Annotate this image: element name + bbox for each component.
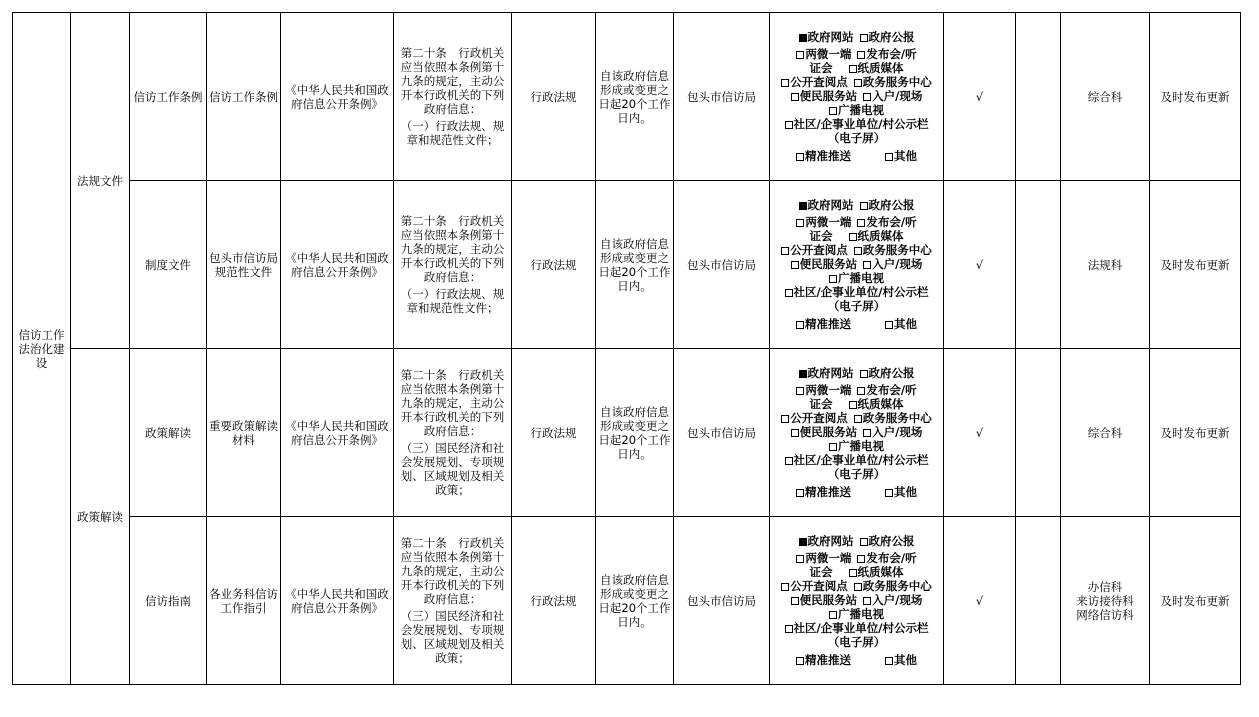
channel-other: 其他 xyxy=(894,485,917,499)
basis-item-text: （三）国民经济和社会发展规划、专项规划、区域规划及相关政策； xyxy=(400,441,505,497)
checkbox-icon xyxy=(796,555,804,563)
category-level3-cell: 政策解读 xyxy=(130,349,207,517)
checkbox-icon xyxy=(799,538,807,546)
dept-name: 综合科 xyxy=(1087,425,1123,440)
time-limit-cell: 自该政府信息形成或变更之日起20个工作日内。 xyxy=(596,517,674,685)
category-level3-cell: 信访指南 xyxy=(130,517,207,685)
channel-press-cont: 证会 xyxy=(809,397,833,411)
channels-cell xyxy=(770,349,944,517)
checkbox-icon xyxy=(785,289,793,297)
update-cell: 及时发布更新 xyxy=(1150,517,1241,685)
checkbox-icon xyxy=(829,275,837,283)
channel-press: 发布会/听 xyxy=(866,383,917,397)
checkbox-icon xyxy=(854,79,862,87)
part-public-cell xyxy=(1016,349,1061,517)
checkbox-icon xyxy=(829,611,837,619)
checkbox-icon xyxy=(796,387,804,395)
subject-cell: 行政法规 xyxy=(512,181,596,349)
all-public-check: √ xyxy=(944,181,1016,349)
channel-two-one: 两微一端 xyxy=(805,551,852,565)
checkbox-icon xyxy=(796,489,804,497)
channel-push: 精准推送 xyxy=(805,149,851,163)
channel-print: 纸质媒体 xyxy=(857,229,904,243)
disclosure-table xyxy=(12,12,1241,685)
checkbox-icon xyxy=(796,51,804,59)
basis-law-cell: 《中华人民共和国政府信息公开条例》 xyxy=(281,181,394,349)
basis-article-cell xyxy=(394,13,512,181)
checkbox-icon xyxy=(781,415,789,423)
content-cell: 各业务科信访工作指引 xyxy=(207,517,281,685)
channel-door: 入户/现场 xyxy=(872,425,923,439)
dept-name: 办信科 xyxy=(1087,579,1123,594)
checkbox-icon xyxy=(863,597,871,605)
dept-cell xyxy=(1061,13,1150,181)
channel-convenience: 便民服务站 xyxy=(799,593,858,607)
basis-law-cell: 《中华人民共和国政府信息公开条例》 xyxy=(281,349,394,517)
channel-convenience: 便民服务站 xyxy=(799,89,858,103)
channel-door: 入户/现场 xyxy=(872,89,923,103)
channel-press: 发布会/听 xyxy=(866,551,917,565)
channel-board: 社区/企事业单位/村公示栏 xyxy=(793,285,929,299)
checkbox-icon xyxy=(857,219,865,227)
time-limit-cell: 自该政府信息形成或变更之日起20个工作日内。 xyxy=(596,13,674,181)
channel-push: 精准推送 xyxy=(805,485,851,499)
all-public-check: √ xyxy=(944,517,1016,685)
basis-article-text: 第二十条 行政机关应当依照本条例第十九条的规定，主动公开本行政机关的下列政府信息： xyxy=(400,368,505,438)
org-cell: 包头市信访局 xyxy=(674,349,770,517)
channel-other: 其他 xyxy=(894,149,917,163)
channel-press: 发布会/听 xyxy=(866,215,917,229)
channel-service: 政务服务中心 xyxy=(862,579,932,593)
checkbox-icon xyxy=(791,93,799,101)
channel-board: 社区/企事业单位/村公示栏 xyxy=(793,117,929,131)
checkbox-icon xyxy=(791,597,799,605)
channel-press: 发布会/听 xyxy=(866,47,917,61)
channel-gov-site: 政府网站 xyxy=(807,366,854,380)
checkbox-icon xyxy=(860,202,868,210)
channel-press-cont: 证会 xyxy=(809,229,833,243)
channel-board-cont: （电子屏） xyxy=(827,131,886,145)
channel-convenience: 便民服务站 xyxy=(799,257,858,271)
checkbox-icon xyxy=(860,370,868,378)
checkbox-icon xyxy=(785,121,793,129)
channel-print: 纸质媒体 xyxy=(857,565,904,579)
checkbox-icon xyxy=(799,34,807,42)
content-cell: 信访工作条例 xyxy=(207,13,281,181)
checkbox-icon xyxy=(860,538,868,546)
time-limit-cell: 自该政府信息形成或变更之日起20个工作日内。 xyxy=(596,181,674,349)
channel-push: 精准推送 xyxy=(805,317,851,331)
checkbox-icon xyxy=(849,233,857,241)
channels-cell xyxy=(770,181,944,349)
update-cell: 及时发布更新 xyxy=(1150,349,1241,517)
part-public-cell xyxy=(1016,13,1061,181)
channel-door: 入户/现场 xyxy=(872,257,923,271)
table-row xyxy=(13,349,1241,517)
table-row xyxy=(13,517,1241,685)
channel-door: 入户/现场 xyxy=(872,593,923,607)
checkbox-icon xyxy=(785,625,793,633)
checkbox-icon xyxy=(854,247,862,255)
category-level2-cell: 政策解读 xyxy=(71,349,130,685)
basis-law-cell: 《中华人民共和国政府信息公开条例》 xyxy=(281,517,394,685)
dept-name: 综合科 xyxy=(1087,89,1123,104)
checkbox-icon xyxy=(849,569,857,577)
checkbox-icon xyxy=(796,153,804,161)
channels-cell xyxy=(770,517,944,685)
channel-convenience: 便民服务站 xyxy=(799,425,858,439)
channel-service: 政务服务中心 xyxy=(862,243,932,257)
channel-gazette: 政府公报 xyxy=(868,198,915,212)
basis-article-text: 第二十条 行政机关应当依照本条例第十九条的规定，主动公开本行政机关的下列政府信息： xyxy=(400,536,505,606)
channel-board: 社区/企事业单位/村公示栏 xyxy=(793,453,929,467)
dept-cell xyxy=(1061,517,1150,685)
org-cell: 包头市信访局 xyxy=(674,13,770,181)
time-limit-cell: 自该政府信息形成或变更之日起20个工作日内。 xyxy=(596,349,674,517)
content-cell: 重要政策解读材料 xyxy=(207,349,281,517)
checkbox-icon xyxy=(781,247,789,255)
channels-cell xyxy=(770,13,944,181)
checkbox-icon xyxy=(785,457,793,465)
dept-name: 法规科 xyxy=(1087,257,1123,272)
all-public-check: √ xyxy=(944,13,1016,181)
checkbox-icon xyxy=(854,415,862,423)
channel-press-cont: 证会 xyxy=(809,565,833,579)
channel-print: 纸质媒体 xyxy=(857,397,904,411)
checkbox-icon xyxy=(863,429,871,437)
basis-item-text: （一）行政法规、规章和规范性文件； xyxy=(400,119,505,147)
basis-item-text: （一）行政法规、规章和规范性文件； xyxy=(400,287,505,315)
checkbox-icon xyxy=(849,401,857,409)
category-level1-cell: 信访工作法治化建设 xyxy=(13,13,71,685)
table-row xyxy=(13,181,1241,349)
channel-two-one: 两微一端 xyxy=(805,215,852,229)
part-public-cell xyxy=(1016,181,1061,349)
channel-two-one: 两微一端 xyxy=(805,47,852,61)
channel-query: 公开查阅点 xyxy=(790,579,848,593)
channel-gov-site: 政府网站 xyxy=(807,198,854,212)
channel-query: 公开查阅点 xyxy=(790,75,848,89)
channel-print: 纸质媒体 xyxy=(857,61,904,75)
checkbox-icon xyxy=(796,321,804,329)
dept-name: 来访接待科 xyxy=(1076,593,1134,608)
basis-law-cell: 《中华人民共和国政府信息公开条例》 xyxy=(281,13,394,181)
category-level3-cell: 制度文件 xyxy=(130,181,207,349)
checkbox-icon xyxy=(854,583,862,591)
channel-query: 公开查阅点 xyxy=(790,243,848,257)
channel-board-cont: （电子屏） xyxy=(827,299,886,313)
basis-article-cell xyxy=(394,517,512,685)
checkbox-icon xyxy=(791,429,799,437)
subject-cell: 行政法规 xyxy=(512,517,596,685)
checkbox-icon xyxy=(829,107,837,115)
checkbox-icon xyxy=(799,202,807,210)
dept-cell xyxy=(1061,349,1150,517)
channel-broadcast: 广播电视 xyxy=(838,271,884,285)
checkbox-icon xyxy=(863,261,871,269)
category-level3-cell: 信访工作条例 xyxy=(130,13,207,181)
checkbox-icon xyxy=(781,79,789,87)
checkbox-icon xyxy=(781,583,789,591)
channel-push: 精准推送 xyxy=(805,653,851,667)
channel-gazette: 政府公报 xyxy=(868,534,915,548)
checkbox-icon xyxy=(885,153,893,161)
part-public-cell xyxy=(1016,517,1061,685)
checkbox-icon xyxy=(829,443,837,451)
category-level2-cell: 法规文件 xyxy=(71,13,130,349)
channel-service: 政务服务中心 xyxy=(862,75,932,89)
all-public-check: √ xyxy=(944,349,1016,517)
basis-item-text: （三）国民经济和社会发展规划、专项规划、区域规划及相关政策； xyxy=(400,609,505,665)
channel-other: 其他 xyxy=(894,653,917,667)
org-cell: 包头市信访局 xyxy=(674,517,770,685)
channel-other: 其他 xyxy=(894,317,917,331)
channel-gov-site: 政府网站 xyxy=(807,30,854,44)
channel-board-cont: （电子屏） xyxy=(827,635,886,649)
checkbox-icon xyxy=(885,489,893,497)
checkbox-icon xyxy=(857,555,865,563)
channel-board: 社区/企事业单位/村公示栏 xyxy=(793,621,929,635)
channel-press-cont: 证会 xyxy=(809,61,833,75)
checkbox-icon xyxy=(860,34,868,42)
update-cell: 及时发布更新 xyxy=(1150,181,1241,349)
basis-article-cell xyxy=(394,349,512,517)
content-cell: 包头市信访局规范性文件 xyxy=(207,181,281,349)
channel-board-cont: （电子屏） xyxy=(827,467,886,481)
dept-name: 网络信访科 xyxy=(1076,607,1134,622)
channel-broadcast: 广播电视 xyxy=(838,103,884,117)
channel-query: 公开查阅点 xyxy=(790,411,848,425)
channel-service: 政务服务中心 xyxy=(862,411,932,425)
basis-article-text: 第二十条 行政机关应当依照本条例第十九条的规定，主动公开本行政机关的下列政府信息： xyxy=(400,214,505,284)
channel-gazette: 政府公报 xyxy=(868,366,915,380)
checkbox-icon xyxy=(863,93,871,101)
checkbox-icon xyxy=(791,261,799,269)
checkbox-icon xyxy=(849,65,857,73)
subject-cell: 行政法规 xyxy=(512,13,596,181)
table-row xyxy=(13,13,1241,181)
checkbox-icon xyxy=(885,321,893,329)
checkbox-icon xyxy=(857,387,865,395)
checkbox-icon xyxy=(799,370,807,378)
channel-gov-site: 政府网站 xyxy=(807,534,854,548)
channel-two-one: 两微一端 xyxy=(805,383,852,397)
channel-broadcast: 广播电视 xyxy=(838,607,884,621)
basis-article-cell xyxy=(394,181,512,349)
update-cell: 及时发布更新 xyxy=(1150,13,1241,181)
dept-cell xyxy=(1061,181,1150,349)
org-cell: 包头市信访局 xyxy=(674,181,770,349)
checkbox-icon xyxy=(796,219,804,227)
channel-gazette: 政府公报 xyxy=(868,30,915,44)
basis-article-text: 第二十条 行政机关应当依照本条例第十九条的规定，主动公开本行政机关的下列政府信息： xyxy=(400,46,505,116)
channel-broadcast: 广播电视 xyxy=(838,439,884,453)
checkbox-icon xyxy=(796,657,804,665)
checkbox-icon xyxy=(857,51,865,59)
checkbox-icon xyxy=(885,657,893,665)
subject-cell: 行政法规 xyxy=(512,349,596,517)
